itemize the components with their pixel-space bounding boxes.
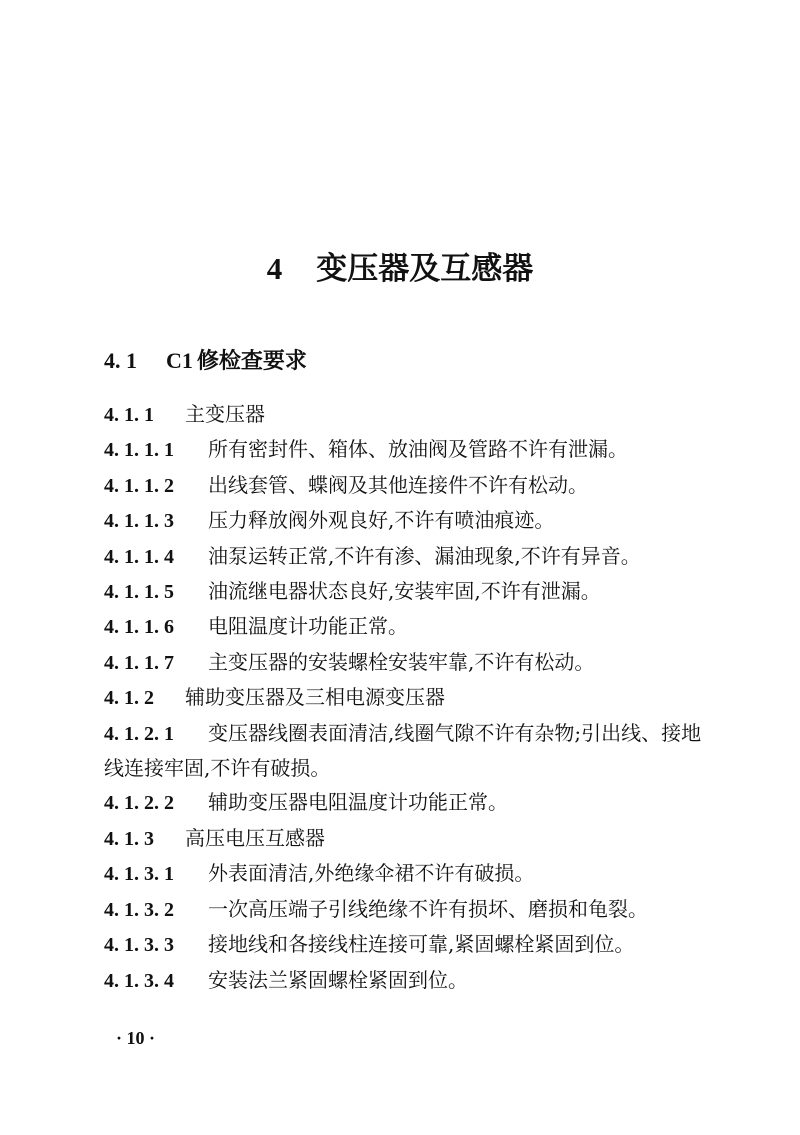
list-item (104, 539, 702, 574)
item-number: 4. 1. 3. 3 (104, 934, 174, 957)
section-heading (104, 343, 307, 380)
item-number: 4. 1. 3. 2 (104, 898, 174, 921)
list-item (104, 645, 702, 680)
list-item (104, 821, 702, 856)
item-text: 辅助变压器电阻温度计功能正常。 (208, 790, 508, 815)
list-item (104, 856, 702, 891)
item-text: 安装法兰紧固螺栓紧固到位。 (208, 967, 468, 992)
item-number: 4. 1. 1. 7 (104, 651, 174, 674)
section-number: 4. 1 (104, 348, 137, 373)
item-text: 主变压器的安装螺栓安装牢靠,不许有松动。 (208, 649, 595, 674)
item-text: 压力释放阀外观良好,不许有喷油痕迹。 (208, 508, 555, 533)
item-text: 一次高压端子引线绝缘不许有损坏、磨损和龟裂。 (208, 896, 648, 921)
item-number: 4. 1. 1. 3 (104, 510, 174, 533)
item-number: 4. 1. 1. 1 (104, 439, 174, 462)
list-item (104, 574, 702, 609)
list-item (104, 397, 702, 432)
list-item (104, 468, 702, 503)
list-item (104, 963, 702, 998)
list-item (104, 680, 702, 715)
item-number: 4. 1. 1. 2 (104, 474, 174, 497)
list-item (104, 609, 702, 644)
item-text: 外表面清洁,外绝缘伞裙不许有破损。 (208, 861, 535, 886)
item-text: 电阻温度计功能正常。 (208, 614, 408, 639)
item-text: 辅助变压器及三相电源变压器 (185, 685, 445, 710)
item-text: 接地线和各接线柱连接可靠,紧固螺栓紧固到位。 (208, 932, 635, 957)
item-text: 油流继电器状态良好,安装牢固,不许有泄漏。 (208, 579, 601, 604)
item-text: 高压电压互感器 (185, 825, 325, 850)
list-item (104, 432, 702, 467)
list-item (104, 503, 702, 538)
list-item (104, 716, 702, 786)
requirements-list (104, 397, 702, 998)
chapter-title (0, 244, 800, 294)
item-number: 4. 1. 1. 6 (104, 616, 174, 639)
item-number: 4. 1. 3 (104, 827, 154, 850)
section-title-text: 修检查要求 (196, 349, 307, 374)
list-item (104, 785, 702, 820)
item-number: 4. 1. 2 (104, 687, 154, 710)
item-text: 主变压器 (185, 402, 265, 426)
item-text: 变压器线圈表面清洁,线圈气隙不许有杂物;引出线、接地线连接牢固,不许有破损。 (104, 720, 702, 781)
page-number: · 10 · (116, 1028, 156, 1048)
item-text: 所有密封件、箱体、放油阀及管路不许有泄漏。 (208, 437, 628, 462)
item-number: 4. 1. 3. 4 (104, 969, 174, 992)
chapter-number: 4 (266, 251, 283, 286)
list-item (104, 892, 702, 927)
item-text: 出线套管、蝶阀及其他连接件不许有松动。 (208, 472, 588, 497)
chapter-title-text: 变压器及互感器 (316, 251, 534, 287)
item-number: 4. 1. 1 (104, 404, 154, 426)
item-number: 4. 1. 2. 2 (104, 792, 174, 815)
item-number: 4. 1. 1. 4 (104, 545, 174, 568)
item-text: 油泵运转正常,不许有渗、漏油现象,不许有异音。 (208, 543, 641, 568)
item-number: 4. 1. 1. 5 (104, 581, 174, 604)
item-number: 4. 1. 2. 1 (104, 722, 174, 745)
section-code: C1 (166, 348, 193, 373)
item-number: 4. 1. 3. 1 (104, 863, 174, 886)
list-item (104, 927, 702, 962)
